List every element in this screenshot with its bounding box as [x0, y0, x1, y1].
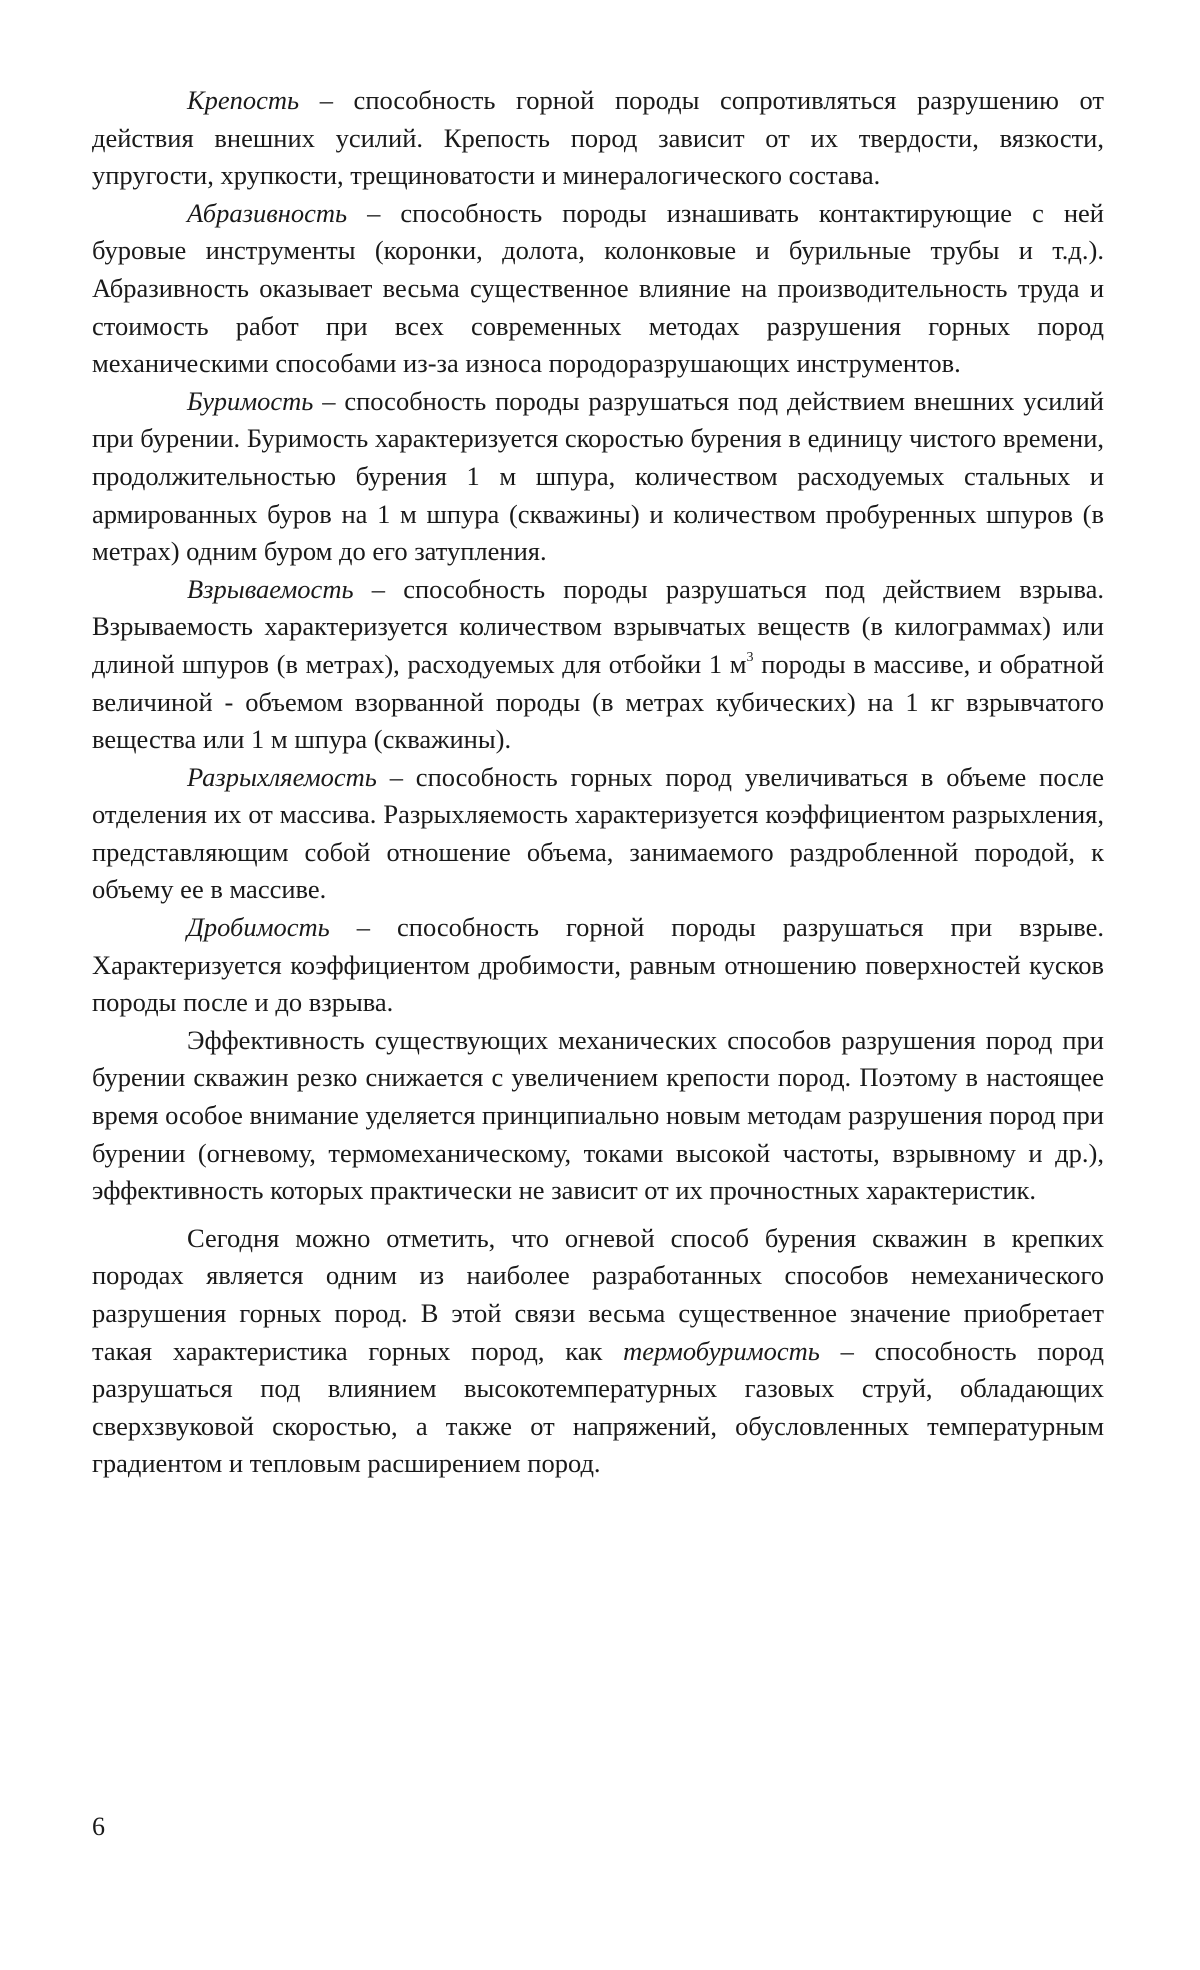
paragraph-text: – способность породы разрушаться под действием внешних усилий при бурении. Буримость характеризуется скоростью бурения в единицу чистого времени, продолжительностью бурения 1 м шпура, количеством расходуемых стальных и армированных буров на 1 м шпура (скважины) и количеством пробуренных шпуров (в метрах) одним буром до его затупления.	[92, 385, 1104, 567]
term-drobimost: Дробимость	[187, 912, 330, 943]
page-body	[92, 82, 1104, 1483]
paragraph-krepost	[92, 82, 1104, 195]
term-burimost: Буримость	[187, 385, 314, 416]
paragraph-text: – способность горных пород увеличиваться в объеме после отделения их от массива. Разрыхляемость характеризуется коэффициентом разрыхления, представляющим собой отношение объема, занимаемого раздробленной породой, к объему ее в массиве.	[92, 761, 1104, 905]
paragraph-text: – способность горной породы разрушаться при взрыве. Характеризуется коэффициентом дробимости, равным отношению поверхностей кусков породы после и до взрыва.	[92, 912, 1104, 1018]
term-abrazivnost: Абразивность	[187, 197, 348, 228]
paragraph-text: – способность пород разрушаться под влиянием высокотемпературных газовых струй, обладающих сверхзвуковой скоростью, а также от напряжений, обусловленных температурным градиентом и тепловым расширением пород.	[92, 1335, 1104, 1479]
paragraph-drobimost	[92, 909, 1104, 1022]
paragraph-text: – способность породы разрушаться под действием взрыва. Взрываемость характеризуется количеством взрывчатых веществ (в килограммах) или длиной шпуров (в метрах), расходуемых для отбойки 1 м	[92, 573, 1104, 679]
paragraph-abrazivnost	[92, 195, 1104, 383]
paragraph-text: Сегодня можно отметить, что огневой способ бурения скважин в крепких породах является одним из наиболее разработанных способов немеханического разрушения горных пород. В этой связи весьма существенное значение приобретает такая характеристика горных пород, как	[92, 1222, 1104, 1366]
paragraph-razryhlyaemost	[92, 759, 1104, 909]
paragraph-termoburimost	[92, 1220, 1104, 1483]
paragraph-text: – способность горной породы сопротивляться разрушению от действия внешних усилий. Крепость пород зависит от их твердости, вязкости, упругости, хрупкости, трещиноватости и минералогического состава.	[92, 85, 1104, 191]
paragraph-text: Эффективность существующих механических способов разрушения пород при бурении скважин резко снижается с увеличением крепости пород. Поэтому в настоящее время особое внимание уделяется принципиально новым методам разрушения пород при бурении (огневому, термомеханическому, токами высокой частоты, взрывному и др.), эффективность которых практически не зависит от их прочностных характеристик.	[92, 1024, 1104, 1206]
paragraph-effektivnost	[92, 1022, 1104, 1210]
term-razryhlyaemost: Разрыхляемость	[187, 761, 377, 792]
paragraph-text: – способность породы изнашивать контактирующие с ней буровые инструменты (коронки, долота, колонковые и бурильные трубы и т.д.). Абразивность оказывает весьма существенное влияние на производительность труда и стоимость работ при всех современных методах разрушения горных пород механическими способами из-за износа породоразрушающих инструментов.	[92, 197, 1104, 379]
paragraph-burimost	[92, 383, 1104, 571]
paragraph-vzryvaemost	[92, 571, 1104, 759]
page-number: 6	[92, 1812, 105, 1841]
term-vzryvaemost: Взрываемость	[187, 573, 354, 604]
paragraph-text: породы в массиве, и обратной величиной - объемом взорванной породы (в метрах кубических) на 1 кг взрывчатого вещества или 1 м шпура (скважины).	[92, 648, 1105, 755]
superscript-cubic: 3	[746, 649, 754, 665]
term-krepost: Крепость	[187, 85, 300, 115]
term-termoburimost: термобуримость	[623, 1335, 820, 1366]
